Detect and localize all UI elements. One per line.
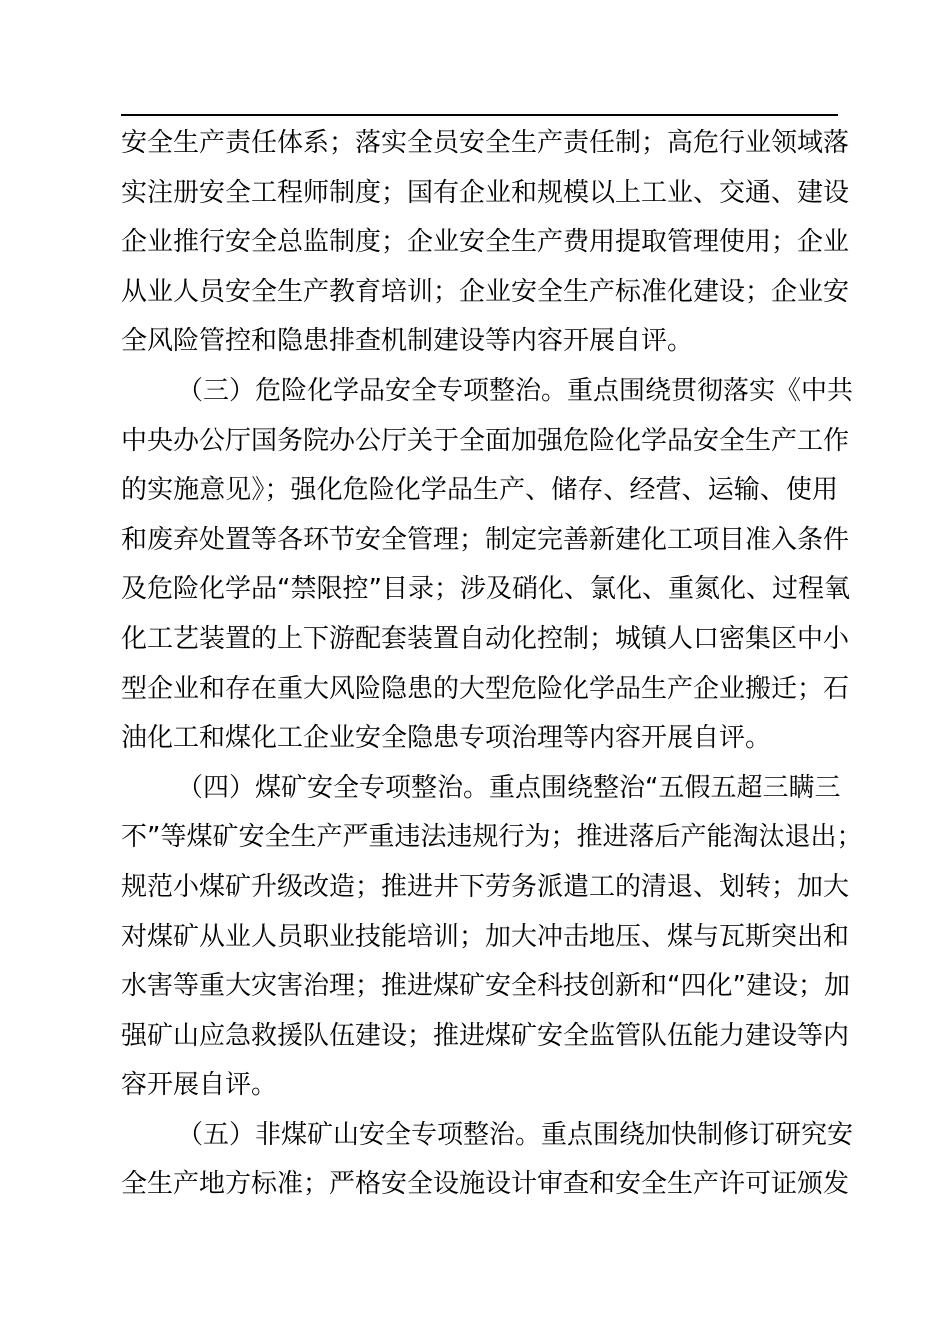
section-heading-line: （三）危险化学品安全专项整治。重点围绕贯彻落实《中共 <box>177 375 854 406</box>
text-line: 不”等煤矿安全生产严重违法违规行为；推进落后产能淘汰退出； <box>121 822 863 853</box>
text-line: 及危险化学品“禁限控”目录；涉及硝化、氯化、重氮化、过程氧 <box>121 574 850 605</box>
text-line: 化工艺装置的上下游配套装置自动化控制；城镇人口密集区中小 <box>121 623 850 654</box>
section-heading-line: （五）非煤矿山安全专项整治。重点围绕加快制修订研究安 <box>177 1119 854 1150</box>
text-line: 规范小煤矿升级改造；推进井下劳务派遣工的清退、划转；加大 <box>121 871 850 902</box>
text-line: 对煤矿从业人员职业技能培训；加大冲击地压、煤与瓦斯突出和 <box>121 921 850 952</box>
text-line: 型企业和存在重大风险隐患的大型危险化学品生产企业搬迁；石 <box>121 673 850 704</box>
text-line: 强矿山应急救援队伍建设；推进煤矿安全监管队伍能力建设等内 <box>121 1020 850 1051</box>
text-line: 全风险管控和隐患排查机制建设等内容开展自评。 <box>121 326 694 357</box>
header-divider <box>121 114 838 116</box>
text-line: 的实施意见》；强化危险化学品生产、储存、经营、运输、使用 <box>121 475 838 506</box>
document-body <box>121 119 863 1210</box>
text-line: 容开展自评。 <box>121 1070 278 1101</box>
text-line: 水害等重大灾害治理；推进煤矿安全科技创新和“四化”建设；加 <box>121 971 850 1002</box>
text-line: 从业人员安全生产教育培训；企业安全生产标准化建设；企业安 <box>121 276 850 307</box>
text-line: 中央办公厅国务院办公厅关于全面加强危险化学品安全生产工作 <box>121 425 850 456</box>
section-heading-line: （四）煤矿安全专项整治。重点围绕整治“五假五超三瞒三 <box>177 772 841 803</box>
text-line: 实注册安全工程师制度；国有企业和规模以上工业、交通、建设 <box>121 177 850 208</box>
text-line: 企业推行安全总监制度；企业安全生产费用提取管理使用；企业 <box>121 227 850 258</box>
text-line: 安全生产责任体系；落实全员安全生产责任制；高危行业领域落 <box>121 128 850 158</box>
text-line: 全生产地方标准；严格安全设施设计审查和安全生产许可证颁发 <box>121 1169 850 1200</box>
text-line: 油化工和煤化工企业安全隐患专项治理等内容开展自评。 <box>121 723 772 754</box>
text-line: 和废弃处置等各环节安全管理；制定完善新建化工项目准入条件 <box>121 524 850 555</box>
